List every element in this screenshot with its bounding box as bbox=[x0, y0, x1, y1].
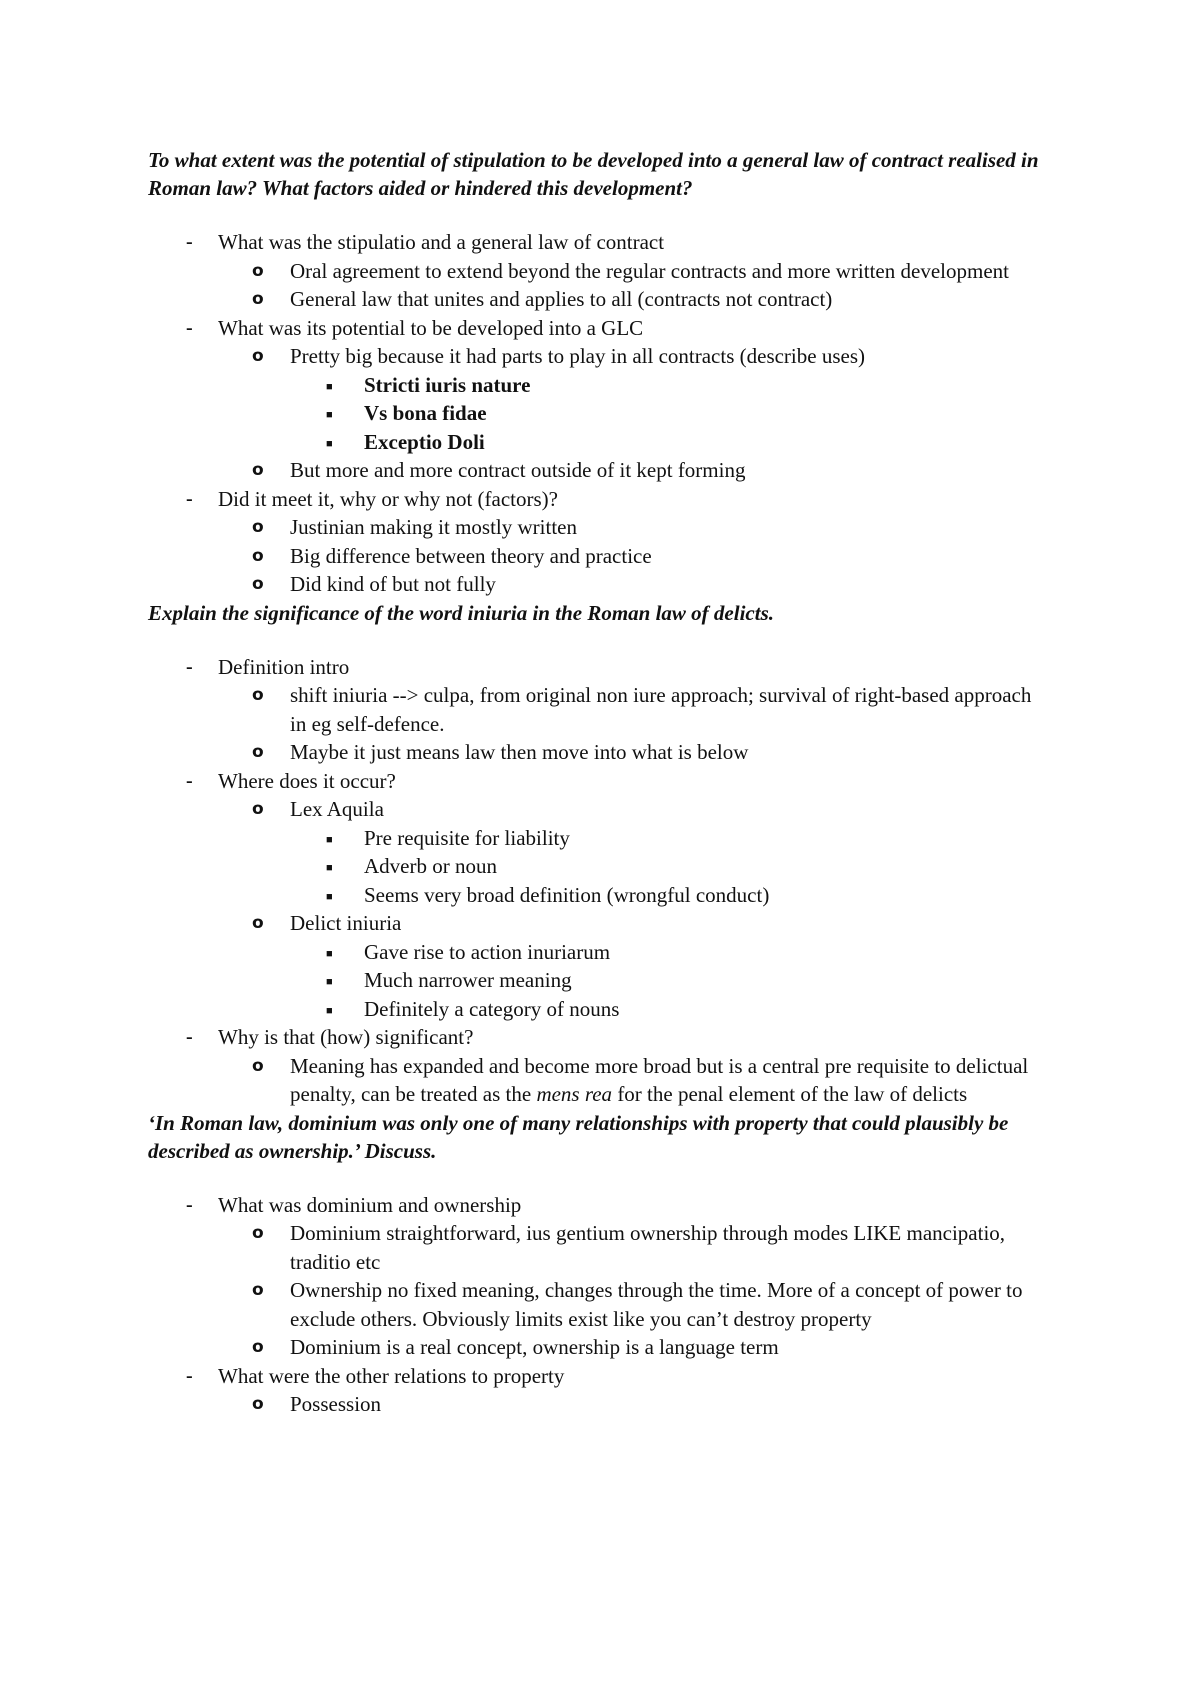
dash-bullet: - bbox=[186, 1026, 193, 1048]
sub-sub-list-item bbox=[290, 995, 1050, 1024]
sub-list-item bbox=[218, 738, 1050, 767]
sub-list-item bbox=[218, 542, 1050, 571]
list-item bbox=[148, 1191, 1050, 1362]
dash-bullet: - bbox=[186, 231, 193, 253]
dash-bullet: - bbox=[186, 1364, 193, 1387]
sub-sub-list-item bbox=[290, 938, 1050, 967]
sub-sub-item-text: Gave rise to action inuriarum bbox=[364, 939, 611, 964]
sub-item-text: Lex Aquila bbox=[290, 797, 384, 821]
sub-list-item bbox=[218, 342, 1050, 456]
circle-bullet: o bbox=[252, 913, 264, 933]
list-item bbox=[148, 485, 1050, 599]
circle-bullet: o bbox=[252, 1055, 264, 1076]
sub-item-text: Oral agreement to extend beyond the regular contracts and more written development bbox=[290, 258, 1009, 283]
sub-sub-list-item bbox=[290, 371, 1050, 400]
circle-bullet: o bbox=[252, 1223, 264, 1243]
sub-sub-item-text: Definitely a category of nouns bbox=[364, 996, 620, 1021]
sub-list-item bbox=[218, 1052, 1050, 1109]
sub-list bbox=[218, 342, 1050, 485]
sub-sub-item-text: Adverb or noun bbox=[364, 854, 497, 878]
sub-sub-item-text: Exceptio Doli bbox=[364, 429, 485, 454]
list-item-text: What was dominium and ownership bbox=[218, 1192, 522, 1217]
sub-sub-list-item bbox=[290, 399, 1050, 428]
sub-item-text: Big difference between theory and practice bbox=[290, 543, 652, 568]
sub-sub-item-text: Seems very broad definition (wrongful conduct) bbox=[364, 882, 770, 907]
sub-item-text: Justinian making it mostly written bbox=[290, 515, 577, 539]
square-bullet: ■ bbox=[326, 890, 333, 903]
sub-item-text: Did kind of but not fully bbox=[290, 572, 496, 596]
sub-sub-list-item bbox=[290, 966, 1050, 995]
dash-bullet: - bbox=[186, 769, 193, 792]
sub-list-item bbox=[218, 456, 1050, 485]
question-heading: ‘In Roman law, dominium was only one of many relationships with property that could plausibly be described as ownership.’ Discuss. bbox=[148, 1110, 1009, 1163]
square-bullet: ■ bbox=[326, 976, 333, 988]
square-bullet: ■ bbox=[326, 947, 333, 960]
circle-bullet: o bbox=[252, 742, 264, 762]
sub-list-item bbox=[218, 570, 1050, 599]
list-item-text: Did it meet it, why or why not (factors)? bbox=[218, 486, 558, 511]
dash-bullet: - bbox=[186, 316, 193, 339]
section-stipulation bbox=[148, 146, 1050, 599]
list-item-text: What was the stipulatio and a general law of contract bbox=[218, 230, 665, 254]
sub-item-text: shift iniuria --> culpa, from original non iure approach; survival of right-based approach in eg self-defence. bbox=[290, 683, 1032, 736]
outline-list bbox=[148, 1191, 1050, 1419]
sub-list bbox=[218, 257, 1050, 314]
section-dominium bbox=[148, 1109, 1050, 1419]
sub-list bbox=[218, 1052, 1050, 1109]
list-item bbox=[148, 228, 1050, 314]
sub-sub-list-item bbox=[290, 428, 1050, 457]
circle-bullet: o bbox=[252, 289, 264, 309]
sub-sub-list bbox=[290, 371, 1050, 457]
square-bullet: ■ bbox=[326, 862, 333, 874]
sub-item-text: Dominium straightforward, ius gentium ownership through modes LIKE mancipatio, traditio etc bbox=[290, 1221, 1006, 1274]
circle-bullet: o bbox=[252, 685, 264, 705]
sub-sub-list-item bbox=[290, 852, 1050, 881]
sub-item-text: Ownership no fixed meaning, changes through the time. More of a concept of power to exclude others. Obviously limits exist like you can’t destroy property bbox=[290, 1278, 1023, 1331]
sub-sub-list bbox=[290, 824, 1050, 910]
square-bullet: ■ bbox=[326, 437, 333, 450]
sub-item-text: Dominium is a real concept, ownership is a language term bbox=[290, 1335, 779, 1359]
dash-bullet: - bbox=[186, 655, 193, 678]
sub-list-item bbox=[218, 1276, 1050, 1333]
sub-list bbox=[218, 513, 1050, 599]
dash-bullet: - bbox=[186, 487, 193, 510]
sub-sub-item-text: Stricti iuris nature bbox=[364, 372, 531, 397]
sub-list-item bbox=[218, 681, 1050, 738]
sub-list-item bbox=[218, 285, 1050, 314]
list-item-text: Definition intro bbox=[218, 654, 350, 679]
sub-item-text: Possession bbox=[290, 1392, 382, 1416]
section-iniuria bbox=[148, 599, 1050, 1109]
circle-bullet: o bbox=[252, 545, 264, 566]
circle-bullet: o bbox=[252, 517, 264, 537]
sub-item-text: Pretty big because it had parts to play in all contracts (describe uses) bbox=[290, 344, 865, 368]
sub-list-item bbox=[218, 1390, 1050, 1419]
sub-list-item bbox=[218, 1333, 1050, 1362]
circle-bullet: o bbox=[252, 346, 264, 366]
list-item bbox=[148, 1023, 1050, 1109]
sub-list-item bbox=[218, 513, 1050, 542]
square-bullet: ■ bbox=[326, 833, 333, 846]
sub-list bbox=[218, 1390, 1050, 1419]
list-item-text: What were the other relations to property bbox=[218, 1363, 565, 1388]
sub-sub-list bbox=[290, 938, 1050, 1024]
circle-bullet: o bbox=[252, 574, 264, 594]
circle-bullet: o bbox=[252, 799, 264, 819]
sub-list bbox=[218, 795, 1050, 1023]
question-heading: Explain the significance of the word iniuria in the Roman law of delicts. bbox=[148, 600, 774, 625]
list-item-text: Why is that (how) significant? bbox=[218, 1025, 474, 1049]
list-item-text: Where does it occur? bbox=[218, 768, 396, 793]
circle-bullet: o bbox=[252, 460, 264, 480]
square-bullet: ■ bbox=[326, 1004, 333, 1017]
circle-bullet: o bbox=[252, 1280, 264, 1300]
sub-sub-item-text: Vs bona fidae bbox=[364, 401, 487, 425]
sub-item-text-part: for the penal element of the law of delicts bbox=[612, 1082, 968, 1106]
question-heading: To what extent was the potential of stipulation to be developed into a general law of contract realised in Roman law? What factors aided or hindered this development? bbox=[148, 148, 1039, 200]
list-item bbox=[148, 767, 1050, 1024]
outline-list bbox=[148, 653, 1050, 1109]
square-bullet: ■ bbox=[326, 409, 333, 421]
sub-sub-item-text: Much narrower meaning bbox=[364, 968, 572, 992]
sub-item-text: Maybe it just means law then move into what is below bbox=[290, 740, 749, 764]
list-item bbox=[148, 653, 1050, 767]
sub-list-item bbox=[218, 795, 1050, 909]
sub-item-text: Delict iniuria bbox=[290, 911, 402, 935]
square-bullet: ■ bbox=[326, 380, 333, 393]
sub-list-item bbox=[218, 909, 1050, 1023]
sub-sub-item-text: Pre requisite for liability bbox=[364, 825, 570, 850]
sub-item-text: But more and more contract outside of it kept forming bbox=[290, 458, 746, 482]
circle-bullet: o bbox=[252, 1394, 264, 1414]
sub-sub-list-item bbox=[290, 824, 1050, 853]
sub-list-item bbox=[218, 1219, 1050, 1276]
sub-item-text-part: Meaning has expanded and become more broad but is a central pre requisite to delictual penalty, can be treated as the bbox=[290, 1053, 1029, 1106]
sub-list-item bbox=[218, 257, 1050, 286]
sub-list bbox=[218, 681, 1050, 767]
sub-item-text: General law that unites and applies to all (contracts not contract) bbox=[290, 287, 833, 311]
sub-sub-list-item bbox=[290, 881, 1050, 910]
circle-bullet: o bbox=[252, 260, 264, 281]
list-item-text: What was its potential to be developed into a GLC bbox=[218, 315, 644, 340]
sub-list bbox=[218, 1219, 1050, 1362]
list-item bbox=[148, 314, 1050, 485]
outline-list bbox=[148, 228, 1050, 599]
dash-bullet: - bbox=[186, 1193, 193, 1216]
list-item bbox=[148, 1362, 1050, 1419]
emphasis-term: mens rea bbox=[536, 1082, 613, 1106]
circle-bullet: o bbox=[252, 1337, 264, 1357]
